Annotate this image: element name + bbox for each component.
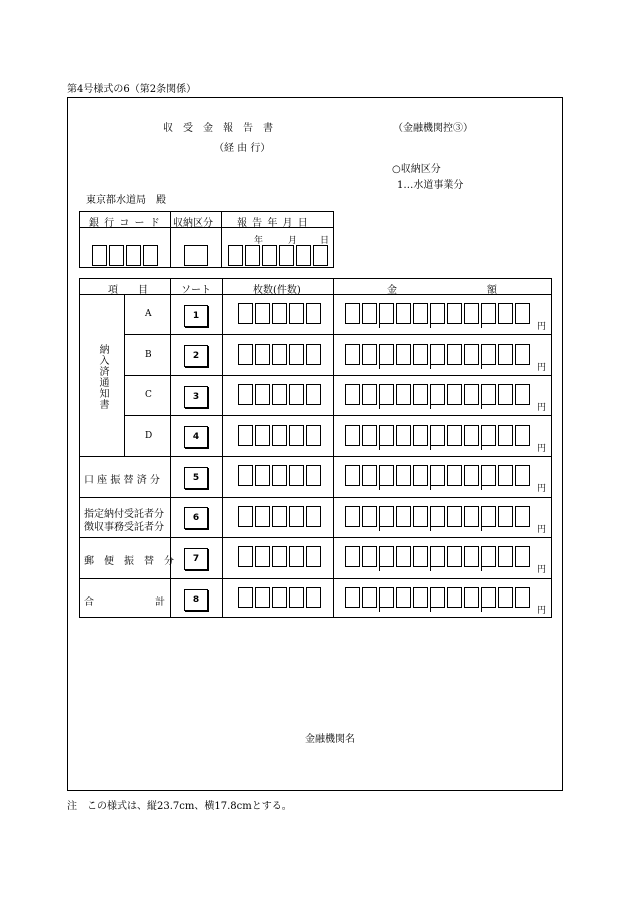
yen-mark: 円 (537, 322, 547, 332)
amount-digit-cell[interactable] (515, 506, 530, 527)
amount-digit-cell[interactable] (362, 425, 377, 446)
thousands-separator-mark (481, 404, 482, 409)
amount-digit-cell[interactable] (498, 303, 513, 324)
count-header: 枚数(件数) (253, 285, 301, 296)
row-label-account-transfer: 口 座 振 替 済 分 (84, 475, 160, 486)
bank-code-header: 銀 行 コ ー ド (89, 218, 161, 229)
amount-digit-cell[interactable] (464, 587, 479, 608)
amount-digit-cell[interactable] (464, 425, 479, 446)
sort-box: 4 (184, 426, 208, 448)
date-cell[interactable] (228, 245, 243, 266)
amount-digit-cell[interactable] (481, 465, 496, 486)
amount-digit-cell[interactable] (481, 546, 496, 567)
thousands-separator-mark (481, 485, 482, 490)
amount-digit-cell[interactable] (481, 587, 496, 608)
amount-digit-cell[interactable] (345, 587, 360, 608)
date-cell[interactable] (279, 245, 294, 266)
year-label: 年 (254, 236, 264, 246)
date-cell[interactable] (245, 245, 260, 266)
yen-mark: 円 (537, 363, 547, 373)
count-digit-cell[interactable] (306, 384, 321, 405)
amount-digit-cell[interactable] (396, 384, 411, 405)
amount-digit-cell[interactable] (430, 344, 445, 365)
thousands-separator-mark (379, 607, 380, 612)
amount-digit-cell[interactable] (515, 465, 530, 486)
amount-digit-cell[interactable] (396, 465, 411, 486)
thousands-separator-mark (481, 607, 482, 612)
thousands-separator-mark (481, 566, 482, 571)
category-header: 収納区分 (173, 218, 213, 229)
count-digit-cell[interactable] (255, 303, 270, 324)
amount-digit-cell[interactable] (447, 425, 462, 446)
thousands-separator-mark (379, 566, 380, 571)
count-digit-cell[interactable] (289, 587, 304, 608)
amount-digit-cell[interactable] (515, 425, 530, 446)
footnote: 注 この様式は、縦23.7cm、横17.8cmとする。 (67, 801, 292, 812)
copy-label: （金融機関控③） (393, 123, 473, 134)
count-digit-cell[interactable] (289, 465, 304, 486)
amount-digit-cell[interactable] (447, 384, 462, 405)
count-digit-cell[interactable] (238, 303, 253, 324)
amount-digit-cell[interactable] (413, 425, 428, 446)
amount-digit-cell[interactable] (430, 303, 445, 324)
thousands-separator-mark (379, 404, 380, 409)
amount-digit-cell[interactable] (413, 384, 428, 405)
yen-mark: 円 (537, 606, 547, 616)
row-label-designated-2: 徴収事務受託者分 (84, 522, 164, 533)
count-digit-cell[interactable] (272, 506, 287, 527)
bank-code-cell[interactable] (126, 245, 141, 266)
sort-box: 5 (184, 467, 208, 489)
amount-digit-cell[interactable] (464, 303, 479, 324)
amount-digit-cell[interactable] (464, 465, 479, 486)
amount-digit-cell[interactable] (345, 465, 360, 486)
amount-digit-cell[interactable] (413, 546, 428, 567)
amount-digit-cell[interactable] (481, 303, 496, 324)
count-digit-cell[interactable] (289, 546, 304, 567)
amount-digit-cell[interactable] (413, 303, 428, 324)
bank-code-cell[interactable] (92, 245, 107, 266)
count-digit-cell[interactable] (306, 465, 321, 486)
row-label-d: D (145, 431, 153, 441)
count-digit-cell[interactable] (289, 506, 304, 527)
addressee: 東京都水道局 殿 (86, 195, 166, 206)
count-digit-cell[interactable] (306, 425, 321, 446)
count-digit-cell[interactable] (289, 344, 304, 365)
amount-digit-cell[interactable] (362, 344, 377, 365)
row-label-designated-1: 指定納付受託者分 (84, 509, 164, 520)
thousands-separator-mark (481, 323, 482, 328)
bank-code-cell[interactable] (143, 245, 158, 266)
count-digit-cell[interactable] (238, 384, 253, 405)
count-digit-cell[interactable] (238, 465, 253, 486)
thousands-separator-mark (430, 485, 431, 490)
amount-header-2: 額 (487, 285, 497, 296)
amount-digit-cell[interactable] (481, 344, 496, 365)
sort-box: 1 (184, 305, 208, 327)
count-digit-cell[interactable] (255, 506, 270, 527)
amount-digit-cell[interactable] (515, 303, 530, 324)
thousands-separator-mark (430, 445, 431, 450)
yen-mark: 円 (537, 444, 547, 454)
count-digit-cell[interactable] (238, 546, 253, 567)
sort-header: ソート (181, 285, 211, 296)
count-digit-cell[interactable] (272, 344, 287, 365)
row-label-c: C (145, 390, 152, 400)
amount-digit-cell[interactable] (362, 506, 377, 527)
category-cell[interactable] (184, 245, 208, 266)
count-digit-cell[interactable] (306, 506, 321, 527)
amount-digit-cell[interactable] (464, 546, 479, 567)
thousands-separator-mark (430, 404, 431, 409)
thousands-separator-mark (379, 323, 380, 328)
thousands-separator-mark (430, 364, 431, 369)
amount-digit-cell[interactable] (430, 546, 445, 567)
count-digit-cell[interactable] (272, 425, 287, 446)
thousands-separator-mark (481, 364, 482, 369)
amount-digit-cell[interactable] (396, 546, 411, 567)
amount-digit-cell[interactable] (430, 465, 445, 486)
amount-digit-cell[interactable] (396, 587, 411, 608)
amount-digit-cell[interactable] (379, 384, 394, 405)
count-digit-cell[interactable] (272, 303, 287, 324)
count-digit-cell[interactable] (255, 465, 270, 486)
amount-digit-cell[interactable] (447, 506, 462, 527)
sort-box: 7 (184, 548, 208, 570)
count-digit-cell[interactable] (238, 344, 253, 365)
amount-digit-cell[interactable] (464, 384, 479, 405)
thousands-separator-mark (481, 526, 482, 531)
amount-digit-cell[interactable] (481, 384, 496, 405)
thousands-separator-mark (481, 445, 482, 450)
amount-digit-cell[interactable] (447, 344, 462, 365)
amount-digit-cell[interactable] (498, 587, 513, 608)
yen-mark: 円 (537, 565, 547, 575)
amount-digit-cell[interactable] (396, 303, 411, 324)
month-label: 月 (288, 236, 298, 246)
thousands-separator-mark (430, 566, 431, 571)
amount-digit-cell[interactable] (345, 546, 360, 567)
count-digit-cell[interactable] (306, 546, 321, 567)
amount-digit-cell[interactable] (498, 546, 513, 567)
amount-digit-cell[interactable] (396, 425, 411, 446)
amount-digit-cell[interactable] (362, 303, 377, 324)
amount-digit-cell[interactable] (464, 506, 479, 527)
amount-digit-cell[interactable] (379, 465, 394, 486)
count-digit-cell[interactable] (255, 546, 270, 567)
thousands-separator-mark (379, 445, 380, 450)
amount-header-1: 金 (387, 285, 397, 296)
group-label: 納入済通知書 (97, 344, 108, 410)
sort-box: 8 (184, 589, 208, 611)
count-digit-cell[interactable] (289, 425, 304, 446)
amount-digit-cell[interactable] (447, 587, 462, 608)
amount-digit-cell[interactable] (515, 546, 530, 567)
amount-digit-cell[interactable] (498, 506, 513, 527)
day-label: 日 (320, 236, 330, 246)
amount-digit-cell[interactable] (379, 303, 394, 324)
amount-digit-cell[interactable] (515, 384, 530, 405)
amount-digit-cell[interactable] (413, 465, 428, 486)
amount-digit-cell[interactable] (379, 344, 394, 365)
amount-digit-cell[interactable] (379, 546, 394, 567)
amount-digit-cell[interactable] (515, 587, 530, 608)
bank-code-cell[interactable] (109, 245, 124, 266)
amount-digit-cell[interactable] (413, 344, 428, 365)
count-digit-cell[interactable] (255, 384, 270, 405)
count-digit-cell[interactable] (255, 425, 270, 446)
sort-box: 2 (184, 345, 208, 367)
amount-digit-cell[interactable] (447, 465, 462, 486)
report-date-header: 報 告 年 月 日 (237, 218, 309, 229)
count-digit-cell[interactable] (238, 587, 253, 608)
amount-digit-cell[interactable] (379, 425, 394, 446)
amount-digit-cell[interactable] (413, 506, 428, 527)
thousands-separator-mark (430, 526, 431, 531)
amount-digit-cell[interactable] (379, 587, 394, 608)
amount-digit-cell[interactable] (345, 425, 360, 446)
category-note: ○収納区分 (392, 164, 441, 175)
row-label-total-a: 合 (84, 597, 94, 608)
date-cell[interactable] (262, 245, 277, 266)
date-cell[interactable] (296, 245, 311, 266)
sort-box: 3 (184, 386, 208, 408)
amount-digit-cell[interactable] (396, 344, 411, 365)
count-digit-cell[interactable] (306, 344, 321, 365)
yen-mark: 円 (537, 403, 547, 413)
bank-name-label: 金融機関名 (305, 734, 355, 745)
count-digit-cell[interactable] (272, 546, 287, 567)
count-digit-cell[interactable] (306, 303, 321, 324)
amount-digit-cell[interactable] (379, 506, 394, 527)
count-digit-cell[interactable] (238, 425, 253, 446)
amount-digit-cell[interactable] (464, 344, 479, 365)
amount-digit-cell[interactable] (362, 546, 377, 567)
count-digit-cell[interactable] (272, 384, 287, 405)
amount-digit-cell[interactable] (430, 384, 445, 405)
row-label-postal: 郵 便 振 替 分 (84, 556, 174, 567)
thousands-separator-mark (430, 323, 431, 328)
via-label: （経 由 行） (214, 143, 271, 154)
amount-digit-cell[interactable] (430, 506, 445, 527)
thousands-separator-mark (379, 364, 380, 369)
amount-digit-cell[interactable] (515, 344, 530, 365)
amount-digit-cell[interactable] (362, 465, 377, 486)
amount-digit-cell[interactable] (498, 344, 513, 365)
amount-digit-cell[interactable] (447, 546, 462, 567)
row-label-b: B (145, 350, 152, 360)
count-digit-cell[interactable] (272, 587, 287, 608)
thousands-separator-mark (430, 607, 431, 612)
amount-digit-cell[interactable] (498, 384, 513, 405)
amount-digit-cell[interactable] (430, 587, 445, 608)
yen-mark: 円 (537, 525, 547, 535)
form-title: 収 受 金 報 告 書 (163, 123, 273, 134)
count-digit-cell[interactable] (255, 344, 270, 365)
amount-digit-cell[interactable] (481, 506, 496, 527)
count-digit-cell[interactable] (255, 587, 270, 608)
amount-digit-cell[interactable] (345, 344, 360, 365)
row-label-a: A (145, 309, 152, 319)
yen-mark: 円 (537, 484, 547, 494)
count-digit-cell[interactable] (306, 587, 321, 608)
amount-digit-cell[interactable] (430, 425, 445, 446)
amount-digit-cell[interactable] (345, 506, 360, 527)
thousands-separator-mark (379, 485, 380, 490)
form-id: 第4号様式の6（第2条関係） (67, 84, 197, 95)
amount-digit-cell[interactable] (362, 587, 377, 608)
amount-digit-cell[interactable] (413, 587, 428, 608)
count-digit-cell[interactable] (289, 303, 304, 324)
category-item: 1…水道事業分 (397, 180, 464, 191)
amount-digit-cell[interactable] (481, 425, 496, 446)
amount-digit-cell[interactable] (447, 303, 462, 324)
item-header: 項 目 (108, 285, 148, 296)
amount-digit-cell[interactable] (362, 384, 377, 405)
amount-digit-cell[interactable] (345, 303, 360, 324)
count-digit-cell[interactable] (289, 384, 304, 405)
amount-digit-cell[interactable] (345, 384, 360, 405)
sort-box: 6 (184, 507, 208, 529)
amount-digit-cell[interactable] (396, 506, 411, 527)
amount-digit-cell[interactable] (498, 425, 513, 446)
count-digit-cell[interactable] (238, 506, 253, 527)
thousands-separator-mark (379, 526, 380, 531)
amount-digit-cell[interactable] (498, 465, 513, 486)
row-label-total-b: 計 (155, 597, 165, 608)
count-digit-cell[interactable] (272, 465, 287, 486)
date-cell[interactable] (313, 245, 328, 266)
